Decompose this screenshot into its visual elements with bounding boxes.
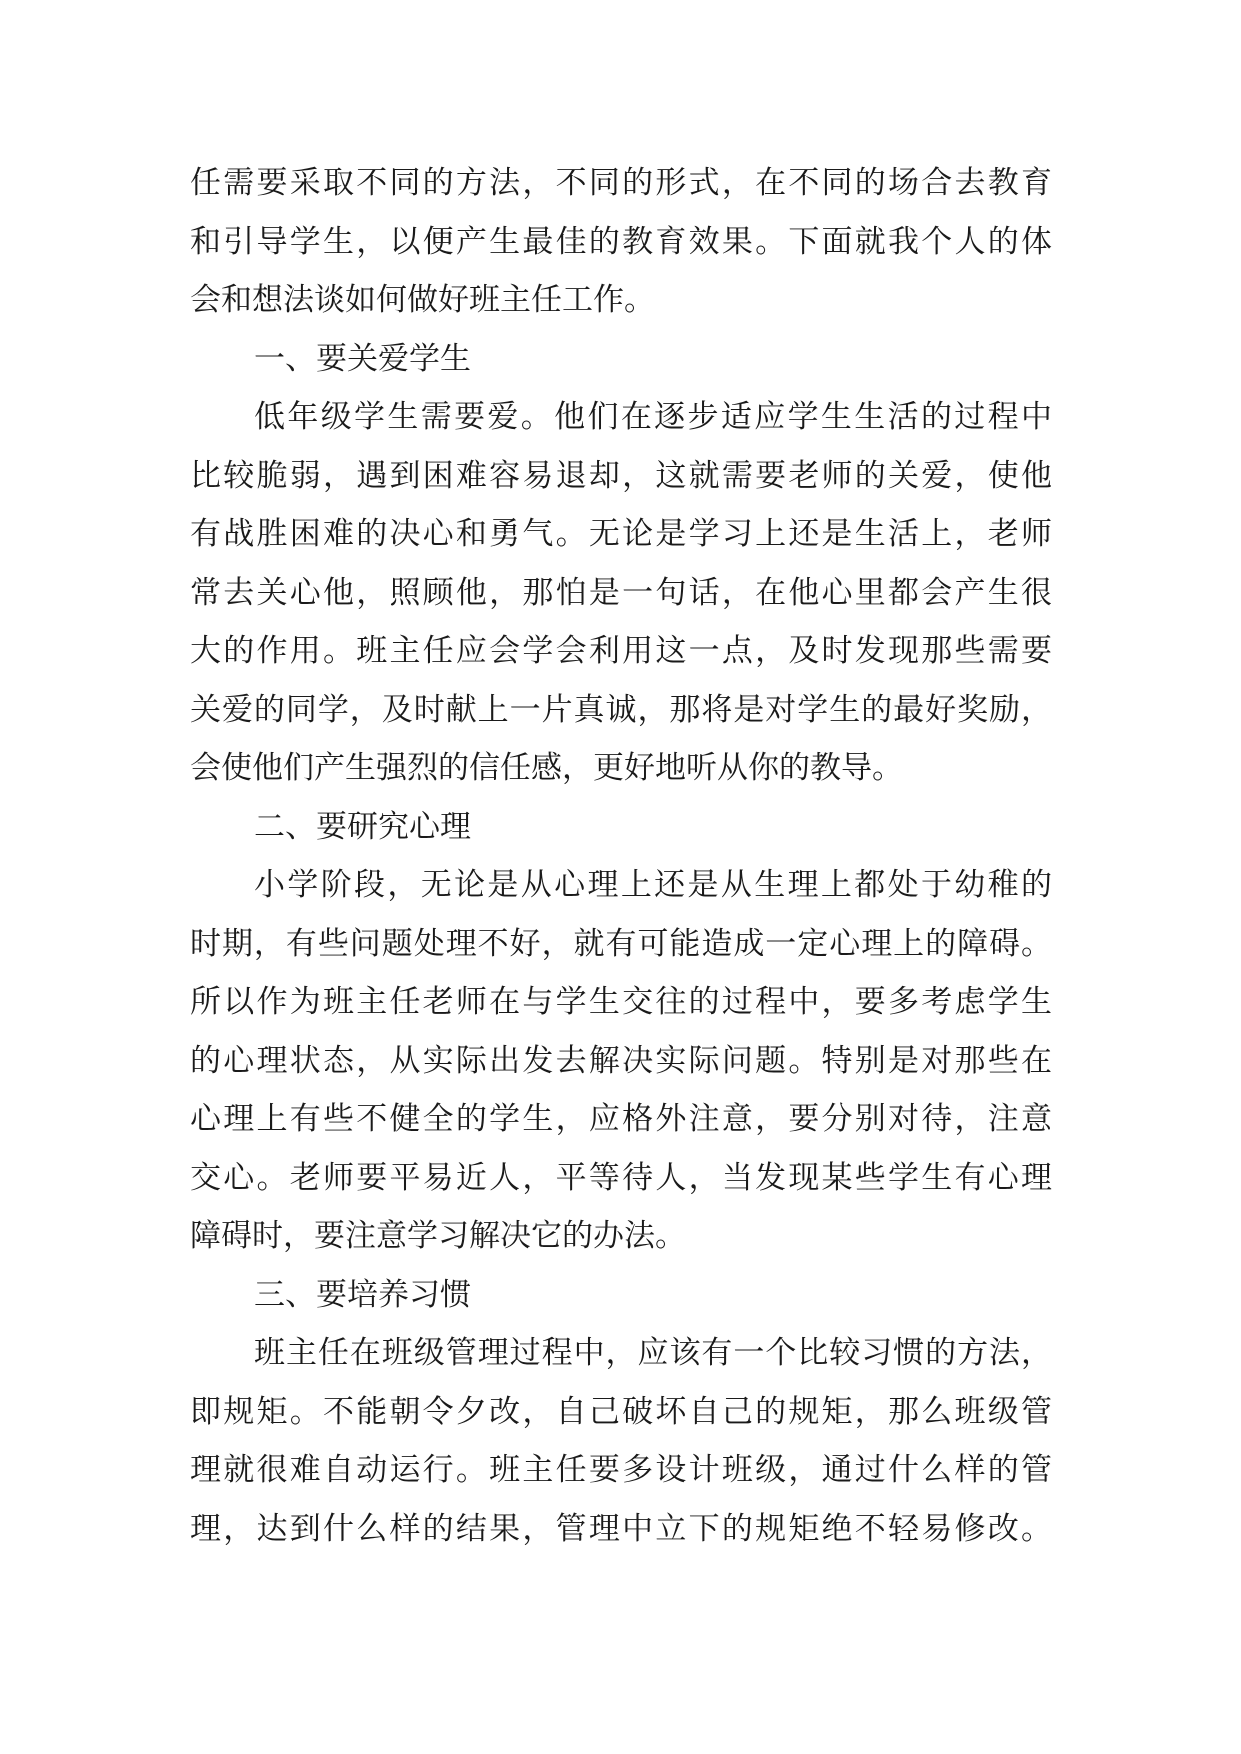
text-line: 有战胜困难的决心和勇气。无论是学习上还是生活上，老师 [190,516,1052,552]
section-heading-2: 二、要研究心理 [254,808,471,845]
section-heading-1: 一、要关爱学生 [254,340,471,377]
section-heading-3: 三、要培养习惯 [254,1276,471,1313]
text-line: 理就很难自动运行。班主任要多设计班级，通过什么样的管 [190,1452,1052,1488]
text-line: 障碍时，要注意学习解决它的办法。 [190,1218,686,1254]
text-line: 任需要采取不同的方法，不同的形式，在不同的场合去教育 [190,165,1052,201]
text-line: 大的作用。班主任应会学会利用这一点，及时发现那些需要 [190,633,1052,669]
text-line: 即规矩。不能朝令夕改，自己破坏自己的规矩，那么班级管 [190,1393,1052,1430]
document-body [190,154,1052,1558]
text-line: 会和想法谈如何做好班主任工作。 [190,282,655,318]
text-line: 低年级学生需要爱。他们在逐步适应学生生活的过程中 [254,399,1052,435]
text-line: 时期，有些问题处理不好，就有可能造成一定心理上的障碍。 [190,925,1052,962]
text-line: 所以作为班主任老师在与学生交往的过程中，要多考虑学生 [190,984,1052,1020]
text-line: 心理上有些不健全的学生，应格外注意，要分别对待，注意 [190,1101,1052,1137]
text-line: 关爱的同学，及时献上一片真诚，那将是对学生的最好奖励， [190,691,1052,728]
text-line: 的心理状态，从实际出发去解决实际问题。特别是对那些在 [190,1042,1052,1079]
text-line: 理，达到什么样的结果，管理中立下的规矩绝不轻易修改。 [190,1510,1052,1547]
text-line: 和引导学生，以便产生最佳的教育效果。下面就我个人的体 [190,223,1052,260]
text-line: 比较脆弱，遇到困难容易退却，这就需要老师的关爱，使他 [190,457,1052,494]
text-line: 会使他们产生强烈的信任感，更好地听从你的教导。 [190,750,903,786]
text-line: 常去关心他，照顾他，那怕是一句话，在他心里都会产生很 [190,574,1052,611]
text-line: 小学阶段，无论是从心理上还是从生理上都处于幼稚的 [254,867,1052,903]
text-line: 班主任在班级管理过程中，应该有一个比较习惯的方法， [254,1335,1052,1371]
text-line: 交心。老师要平易近人，平等待人，当发现某些学生有心理 [190,1159,1052,1196]
